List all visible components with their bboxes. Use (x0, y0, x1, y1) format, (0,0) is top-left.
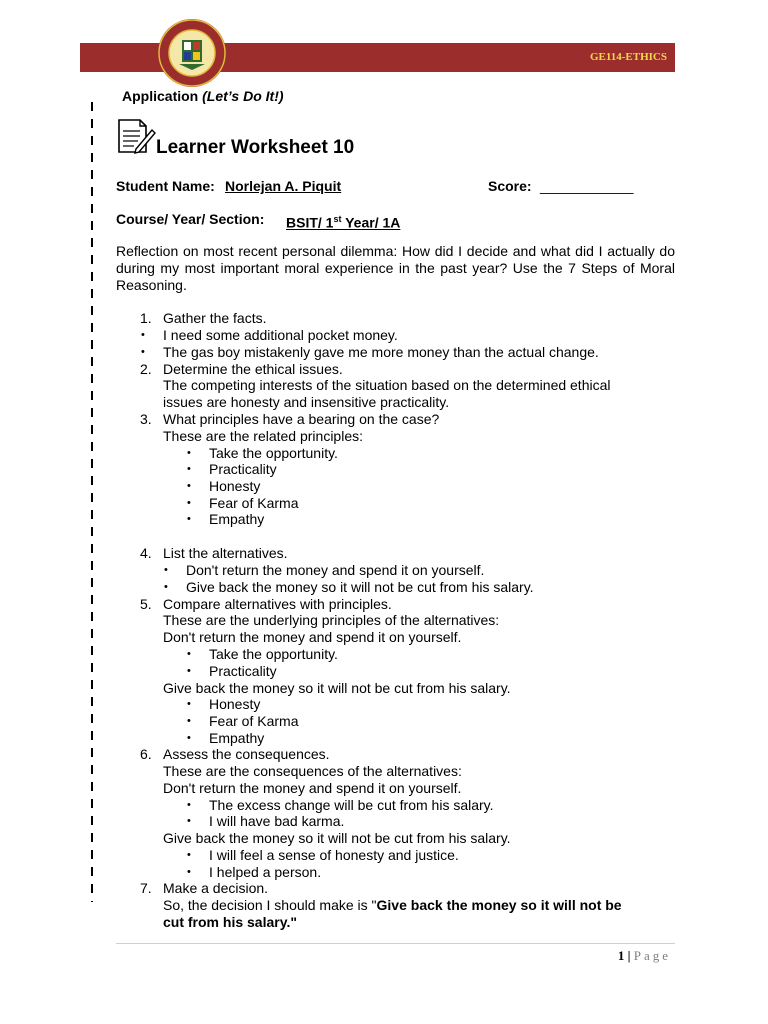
step-title: List the alternatives. (163, 545, 288, 561)
list-item: • Practicality (209, 663, 277, 680)
step-title: Determine the ethical issues. (163, 361, 343, 377)
decision-text-cont: cut from his salary." (163, 914, 297, 930)
course-label: Course/ Year/ Section: (116, 211, 265, 227)
step-number: 1. (140, 310, 152, 326)
step-title: What principles have a bearing on the case? (163, 411, 440, 427)
worksheet-title: Learner Worksheet 10 (156, 137, 355, 158)
margin-dash-line (90, 102, 94, 902)
list-item: • I need some additional pocket money. (163, 327, 398, 344)
score-label: Score: (488, 178, 532, 194)
course-value: BSIT/ 1st Year/ 1A (286, 214, 401, 231)
list-item: • The gas boy mistakenly gave me more money than the actual change. (163, 344, 599, 361)
list-item: • Honesty (209, 696, 260, 713)
step-text: The competing interests of the situation based on the determined ethical (163, 377, 611, 393)
list-item: • I will feel a sense of honesty and justice. (209, 847, 459, 864)
list-item: • Take the opportunity. (209, 646, 338, 663)
list-item: • Empathy (209, 511, 264, 528)
step-number: 6. (140, 746, 152, 762)
step-text: Don't return the money and spend it on yourself. (163, 629, 462, 645)
list-item: • Fear of Karma (209, 713, 298, 730)
application-heading: Application (Let’s Do It!) (122, 88, 284, 104)
list-item: • Empathy (209, 730, 264, 747)
list-item: • Take the opportunity. (209, 445, 338, 462)
step-text: Don't return the money and spend it on yourself. (163, 780, 462, 796)
step-title: Compare alternatives with principles. (163, 596, 392, 612)
step-text: These are the underlying principles of the alternatives: (163, 612, 500, 628)
list-item: • The excess change will be cut from his salary. (209, 797, 494, 814)
step-title: Make a decision. (163, 880, 269, 896)
step-text: Give back the money so it will not be cut from his salary. (163, 830, 511, 846)
step-number: 4. (140, 545, 152, 561)
step-number: 3. (140, 411, 152, 427)
list-item: • Don't return the money and spend it on yourself. (186, 562, 484, 579)
step-number: 7. (140, 880, 152, 896)
step-text: issues are honesty and insensitive practicality. (163, 394, 450, 410)
list-item: • Fear of Karma (209, 495, 298, 512)
step-number: 5. (140, 596, 152, 612)
course-code: GE114-ETHICS (589, 51, 667, 63)
student-name-label: Student Name: (116, 178, 215, 194)
score-blank: ____________ (540, 178, 634, 194)
step-text: These are the consequences of the alternatives: (163, 763, 462, 779)
step-text: These are the related principles: (163, 428, 363, 444)
footer-divider (116, 943, 675, 944)
list-item: • I helped a person. (209, 864, 321, 881)
reflection-prompt: Reflection on most recent personal dilemma: How did I decide and what did I actually do during my most important moral experience in the past year? Use the 7 Steps of Moral Reasoning. (116, 243, 675, 293)
step-text: Give back the money so it will not be cut from his salary. (163, 680, 511, 696)
step-number: 2. (140, 361, 152, 377)
student-name-value: Norlejan A. Piquit (225, 178, 342, 194)
list-item: • Honesty (209, 478, 260, 495)
university-seal-logo (157, 18, 227, 88)
step-title: Assess the consequences. (163, 746, 330, 762)
decision-text: So, the decision I should make is "Give back the money so it will not be (163, 897, 622, 913)
list-item: • Give back the money so it will not be cut from his salary. (186, 579, 534, 596)
list-item: • I will have bad karma. (209, 813, 344, 830)
page-footer: 1 | Page (617, 948, 671, 963)
worksheet-icon (116, 116, 156, 156)
list-item: • Practicality (209, 461, 277, 478)
step-title: Gather the facts. (163, 310, 267, 326)
